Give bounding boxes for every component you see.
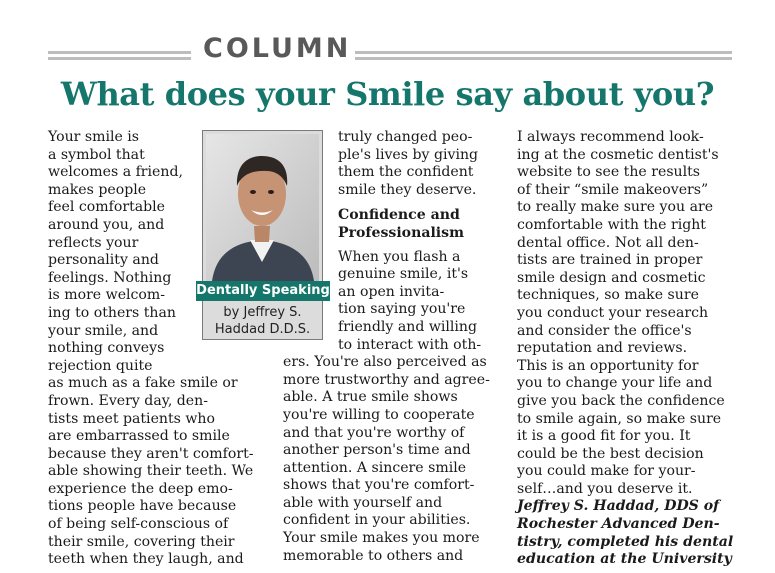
text-line: could be the best decision (517, 445, 704, 462)
text-line: When you flash a (338, 248, 461, 265)
text-line: makes people (48, 181, 147, 198)
text-line: smile they deserve. (338, 181, 477, 198)
bio-line: education at the University (517, 551, 732, 568)
text-line: and that you're worthy of (283, 424, 465, 441)
text-line: tion saying you're (338, 301, 466, 318)
bio-line: Rochester Advanced Den- (517, 516, 720, 533)
text-line: tists are trained in proper (517, 252, 703, 269)
subheading-confidence (283, 207, 500, 242)
text-line: Your smile is (48, 129, 140, 145)
text-line: because they aren't comfort- (48, 445, 254, 462)
subheading-line: Professionalism (338, 224, 465, 241)
text-line: able. A true smile shows (283, 389, 458, 406)
text-line: tions people have because (48, 498, 237, 515)
text-line: feel comfortable (48, 199, 166, 216)
header-rule-right-bottom (355, 57, 732, 60)
article-column-3 (517, 129, 739, 569)
text-line: you could make for your- (517, 463, 696, 480)
text-line: dental office. Not all den- (517, 234, 699, 251)
text-line: able with yourself and (283, 494, 443, 511)
text-line: This is an opportunity for (517, 357, 699, 374)
text-line: as much as a fake smile or (48, 375, 238, 392)
text-line: ing at the cosmetic dentist's (517, 146, 719, 163)
text-line: techniques, so make sure (517, 287, 699, 304)
text-line: confident in your abilities. (283, 512, 471, 529)
text-line: around you, and (48, 216, 165, 233)
text-line: and consider the office's (517, 322, 692, 339)
text-line: self…and you deserve it. (517, 480, 693, 497)
text-line: you to change your life and (517, 375, 713, 392)
text-line: Your smile makes you more (283, 530, 480, 547)
text-line: of their “smile makeovers” (517, 181, 709, 198)
text-line: frown. Every day, den- (48, 392, 208, 409)
article-headline: What does your Smile say about you? (60, 75, 715, 113)
text-line: able showing their teeth. We (48, 463, 254, 480)
column-2-text-body (283, 249, 500, 566)
text-line: website to see the results (517, 164, 701, 181)
article-column-2 (283, 129, 500, 565)
text-line: of being self-conscious of (48, 516, 229, 533)
bio-line: tistry, completed his dental (517, 533, 734, 550)
text-line: your smile, and (48, 322, 159, 339)
text-line: welcomes a friend, (48, 164, 183, 181)
text-line: are embarrassed to smile (48, 428, 230, 445)
text-line: is more welcom- (48, 287, 166, 304)
text-line: you conduct your research (517, 304, 709, 321)
header-rule-left-bottom (48, 57, 191, 60)
text-line: ple's lives by giving (338, 146, 479, 163)
subheading-line: Confidence and (338, 207, 460, 224)
author-byline-name: by Jeffrey S. (223, 305, 302, 320)
text-line: their smile, covering their (48, 533, 235, 550)
column-2-text-top (283, 129, 500, 199)
text-line: memorable to others and (283, 547, 464, 564)
header-rule-right-top (355, 51, 732, 54)
author-bio (517, 498, 739, 568)
text-line: attention. A sincere smile (283, 459, 467, 476)
text-line: I always recommend look- (517, 129, 704, 145)
text-line: personality and (48, 252, 159, 269)
bio-line: Jeffrey S. Haddad, DDS of (517, 498, 720, 515)
text-line: truly changed peo- (338, 129, 473, 145)
text-line: rejection quite (48, 357, 153, 374)
text-line: it is a good fit for you. It (517, 428, 691, 445)
text-line: another person's time and (283, 442, 471, 459)
text-line: to really make sure you are (517, 199, 714, 216)
text-line: a symbol that (48, 146, 145, 163)
text-line: you're willing to cooperate (283, 406, 475, 423)
text-line: comfortable with the right (517, 216, 706, 233)
text-line: genuine smile, it's (338, 266, 469, 283)
text-line: more trustworthy and agree- (283, 371, 490, 388)
text-line: tists meet patients who (48, 410, 215, 427)
text-line: them the confident (338, 164, 474, 181)
text-line: shows that you're comfort- (283, 477, 475, 494)
author-tag: Dentally Speaking (196, 281, 330, 301)
text-line: ers. You're also perceived as (283, 354, 487, 371)
text-line: reflects your (48, 234, 139, 251)
text-line: an open invita- (338, 283, 445, 300)
header-rule-left-top (48, 51, 191, 54)
text-line: to interact with oth- (338, 336, 482, 353)
text-line: ing to others than (48, 304, 176, 321)
text-line: nothing conveys (48, 340, 165, 357)
text-line: give you back the confidence (517, 392, 725, 409)
author-byline-title: Haddad D.D.S. (214, 322, 311, 337)
column-3-text (517, 129, 739, 498)
text-line: feelings. Nothing (48, 269, 172, 286)
text-line: experience the deep emo- (48, 480, 233, 497)
section-label: COLUMN (203, 33, 352, 64)
text-line: teeth when they laugh, and (48, 551, 244, 568)
text-line: to smile again, so make sure (517, 410, 722, 427)
text-line: reputation and reviews. (517, 340, 688, 357)
text-line: friendly and willing (338, 318, 478, 335)
text-line: smile design and cosmetic (517, 269, 706, 286)
